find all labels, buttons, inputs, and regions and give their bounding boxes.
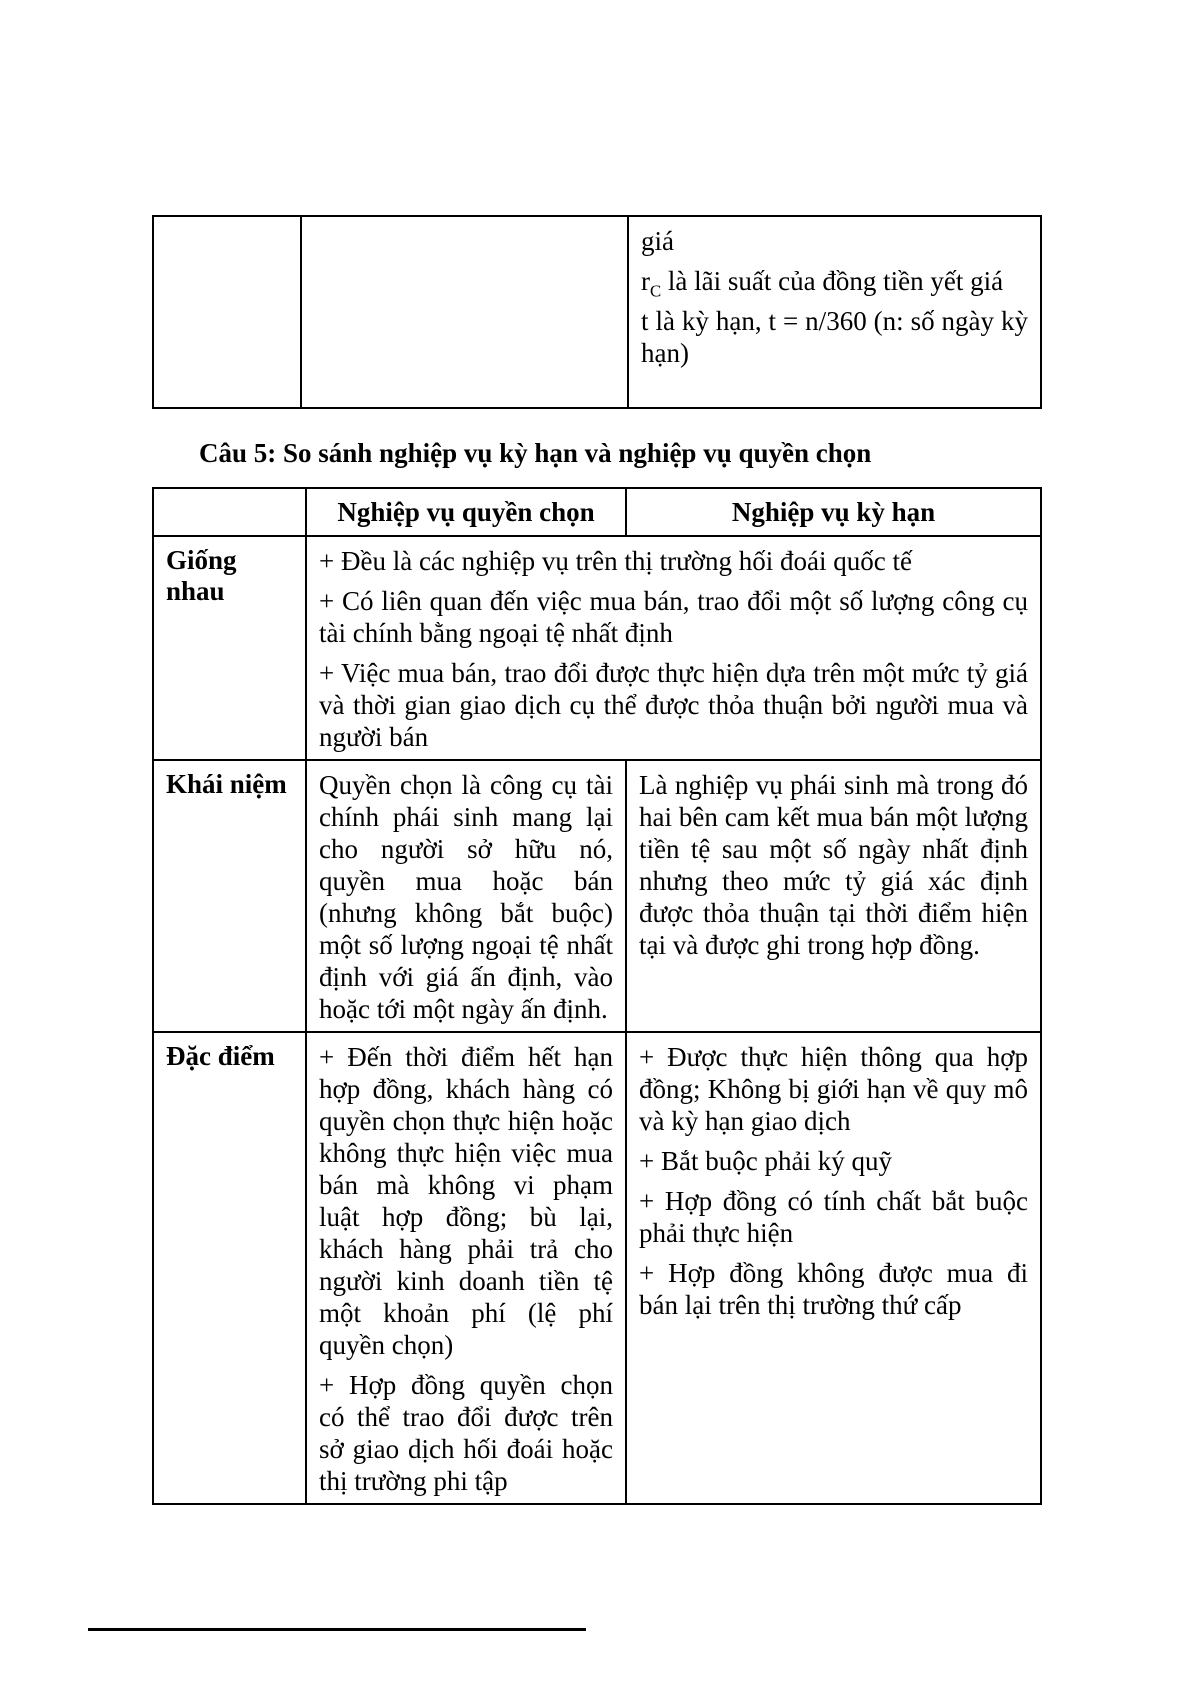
formula-table-continued — [152, 215, 1042, 409]
paragraph: + Được thực hiện thông qua hợp đồng; Không bị giới hạn về quy mô và kỳ hạn giao dịch — [639, 1042, 1028, 1136]
features-option-cell — [306, 1032, 626, 1504]
footnote-separator — [88, 1628, 586, 1631]
row-label-features: Đặc điểm — [153, 1032, 306, 1504]
paragraph: + Đều là các nghiệp vụ trên thị trường hối đoái quốc tế — [319, 546, 912, 576]
header-cell-forward: Nghiệp vụ kỳ hạn — [626, 488, 1041, 536]
paragraph: + Đến thời điểm hết hạn hợp đồng, khách hàng có quyền chọn thực hiện hoặc không thực hiện việc mua bán mà không vi phạm luật hợp đồng; bù lại, khách hàng phải trả cho người kinh doanh tiền tệ một khoản phí (lệ phí quyền chọn) — [319, 1042, 613, 1360]
paragraph: Là nghiệp vụ phái sinh mà trong đó hai bên cam kết mua bán một lượng tiền tệ sau một số ngày nhất định nhưng theo mức tỷ giá xác định được thỏa thuận tại thời điểm hiện tại và được ghi trong hợp đồng. — [639, 770, 1028, 960]
row-label-concept: Khái niệm — [153, 760, 306, 1032]
table-row-similarities — [153, 536, 1041, 760]
formula-notes-cell — [628, 216, 1041, 408]
features-forward-cell — [626, 1032, 1041, 1504]
paragraph: + Hợp đồng quyền chọn có thể trao đổi được trên sở giao dịch hối đoái hoặc thị trường phi tập — [319, 1370, 613, 1496]
comparison-table — [152, 487, 1042, 1505]
paragraph: + Việc mua bán, trao đổi được thực hiện dựa trên một mức tỷ giá và thời gian giao dịch cụ thể được thỏa thuận bởi người mua và người bán — [319, 658, 1028, 752]
paragraph — [641, 265, 1028, 301]
header-cell-empty — [153, 488, 306, 536]
paragraph: + Bắt buộc phải ký quỹ — [639, 1146, 892, 1176]
table-row — [153, 216, 1041, 408]
header-cell-option: Nghiệp vụ quyền chọn — [306, 488, 626, 536]
paragraph-text: là lãi suất của đồng tiền yết giá — [661, 266, 1004, 296]
similarities-cell — [306, 536, 1041, 760]
paragraph: + Có liên quan đến việc mua bán, trao đổi một số lượng công cụ tài chính bằng ngoại tệ nhất định — [319, 586, 1028, 648]
concept-option-cell — [306, 760, 626, 1032]
paragraph: + Hợp đồng có tính chất bắt buộc phải thực hiện — [639, 1186, 1028, 1248]
table-row-concept — [153, 760, 1041, 1032]
empty-cell — [153, 216, 301, 408]
variable-subscript: C — [650, 281, 662, 301]
concept-forward-cell — [626, 760, 1041, 1032]
table-header-row — [153, 488, 1041, 536]
document-content — [152, 215, 1040, 1505]
paragraph: giá — [641, 226, 674, 256]
section-heading: Câu 5: So sánh nghiệp vụ kỳ hạn và nghiệp vụ quyền chọn — [199, 438, 872, 468]
paragraph: Quyền chọn là công cụ tài chính phái sinh mang lại cho người sở hữu nó, quyền mua hoặc bán (nhưng không bắt buộc) một số lượng ngoại tệ nhất định với giá ấn định, vào hoặc tới một ngày ấn định. — [319, 770, 613, 1024]
paragraph: t là kỳ hạn, t = n/360 (n: số ngày kỳ hạn) — [641, 306, 1028, 368]
paragraph: + Hợp đồng không được mua đi bán lại trên thị trường thứ cấp — [639, 1258, 1028, 1320]
variable-symbol: r — [641, 266, 650, 296]
empty-cell — [301, 216, 628, 408]
row-label-similarities: Giống nhau — [153, 536, 306, 760]
table-row-features — [153, 1032, 1041, 1504]
